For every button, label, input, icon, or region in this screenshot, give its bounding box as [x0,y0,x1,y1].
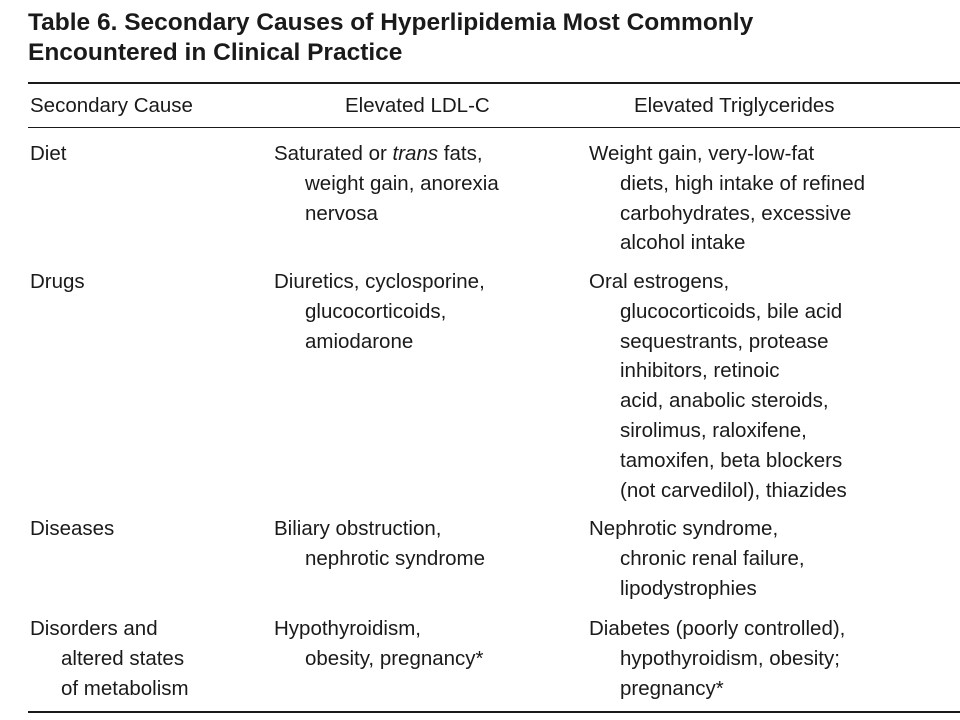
tg-line: chronic renal failure, [620,546,805,570]
tg-line: sequestrants, protease [620,329,829,353]
ldl-text: Saturated or [274,142,393,165]
ldl-line: amiodarone [305,329,414,353]
ldl-line: Hypothyroidism, [274,617,421,640]
ldl-line [274,139,499,169]
row-diseases-ldl [274,514,485,574]
table-title-line-2: Encountered in Clinical Practice [28,39,403,66]
row-disorders-ldl [274,614,484,674]
tg-line: diets, high intake of refined [620,171,866,195]
tg-line: sirolimus, raloxifene, [620,418,807,442]
header-rule [28,127,960,128]
tg-line: acid, anabolic steroids, [620,389,829,413]
ldl-italic-text: trans [392,142,439,165]
header-elevated-triglycerides: Elevated Triglycerides [634,94,835,117]
bottom-rule [28,711,960,713]
tg-line: hypothyroidism, obesity; [620,646,840,670]
tg-line: (not carvedilol), thiazides [620,478,847,502]
tg-line: glucocorticoids, bile acid [620,299,843,323]
tg-line: alcohol intake [620,231,746,255]
ldl-line: glucocorticoids, [305,299,447,323]
header-elevated-ldl-c: Elevated LDL-C [345,94,490,117]
cause-line: Diet [30,142,67,165]
tg-line: Oral estrogens, [589,270,730,293]
ldl-line: nervosa [305,201,378,225]
row-disorders-tg [589,614,845,703]
row-diet-cause [30,139,66,169]
tg-line: inhibitors, retinoic [620,359,780,383]
tg-line: pregnancy* [620,676,724,700]
header-secondary-cause: Secondary Cause [30,94,193,117]
tg-line: Nephrotic syndrome, [589,517,779,540]
tg-line: carbohydrates, excessive [620,201,852,225]
tg-line: tamoxifen, beta blockers [620,448,843,472]
row-drugs-cause [30,267,85,297]
row-diet-tg [589,139,865,258]
top-rule [28,82,960,84]
ldl-line: obesity, pregnancy* [305,646,484,670]
table-title [28,8,938,68]
ldl-line: Diuretics, cyclosporine, [274,270,485,293]
tg-line: lipodystrophies [620,576,757,600]
table-title-line-1: Table 6. Secondary Causes of Hyperlipidemia Most Commonly [28,9,754,36]
row-diseases-tg [589,514,805,603]
tg-line: Diabetes (poorly controlled), [589,617,846,640]
row-drugs-tg [589,267,847,505]
ldl-line: weight gain, anorexia [305,171,499,195]
cause-line: Diseases [30,517,115,540]
ldl-line: nephrotic syndrome [305,546,486,570]
ldl-text: fats, [438,142,483,165]
row-drugs-ldl [274,267,485,356]
row-disorders-cause [30,614,189,703]
row-diseases-cause [30,514,114,544]
tg-line: Weight gain, very-low-fat [589,142,815,165]
ldl-line: Biliary obstruction, [274,517,442,540]
cause-line: of metabolism [61,676,189,700]
cause-line: Drugs [30,270,85,293]
cause-line: Disorders and [30,617,158,640]
cause-line: altered states [61,646,185,670]
row-diet-ldl [274,139,499,228]
